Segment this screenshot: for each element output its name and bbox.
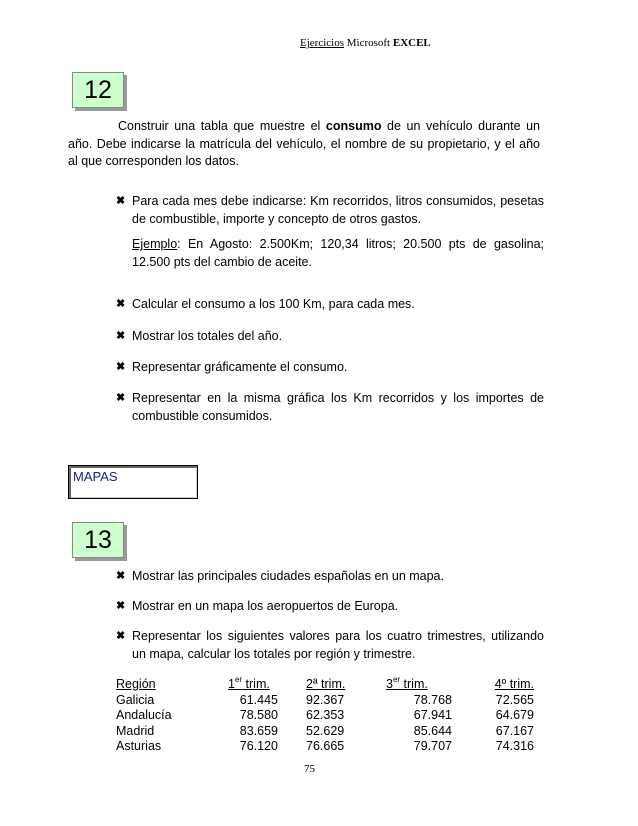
header-trim-1: 1er trim. <box>228 675 270 691</box>
cell-t1: 61.445 <box>239 692 278 707</box>
header-trim-2: 2ª trim. <box>306 677 346 691</box>
exercise-13-bullet-1 <box>116 568 544 586</box>
cell-t2: 76.665 <box>306 739 345 753</box>
bullet-text: Representar los siguientes valores para los cuatro trimestres, utilizando un mapa, calcular los totales por región y trimestre. <box>132 629 544 661</box>
cell-t3: 78.768 <box>413 692 452 707</box>
header-prefix: Ejercicios <box>300 37 344 49</box>
header-middle: Microsoft <box>343 37 393 49</box>
exercise-13-bullet-3 <box>116 628 544 663</box>
exercise-number-box-13 <box>72 522 124 558</box>
cell-region: Galicia <box>116 692 155 707</box>
exercise-number: 13 <box>84 526 112 554</box>
bullet-cross-icon: ✖ <box>116 600 126 612</box>
cell-region: Andalucía <box>116 708 172 722</box>
page-number: 75 <box>304 763 315 775</box>
region-table <box>116 672 534 755</box>
cell-t2: 92.367 <box>306 692 345 707</box>
header-trim-3: 3er trim. <box>386 675 428 691</box>
intro-text-b: de un vehículo durante un año. Debe indicarse la matrícula del vehículo, el nombre de su propietario, y el año al que corresponden los datos. <box>68 119 541 168</box>
bullet-cross-icon: ✖ <box>116 570 126 582</box>
cell-t1: 76.120 <box>239 739 278 753</box>
bullet-cross-icon: ✖ <box>116 298 126 310</box>
cell-t3: 67.941 <box>413 708 452 722</box>
bullet-text: Para cada mes debe indicarse: Km recorridos, litros consumidos, pesetas de combustible, importe y concepto de otros gastos. <box>132 194 544 226</box>
header-suffix: EXCEL <box>392 37 431 49</box>
exercise-12-bullet-5 <box>116 390 544 425</box>
cell-t4: 74.316 <box>495 739 534 753</box>
cell-t2: 62.353 <box>306 708 345 722</box>
cell-t4: 67.167 <box>495 723 534 738</box>
exercise-12-intro <box>68 118 540 171</box>
table-row <box>116 693 534 709</box>
bullet-text: Mostrar en un mapa los aeropuertos de Europa. <box>132 599 399 613</box>
example-text: : En Agosto: 2.500Km; 120,34 litros; 20.500 pts de gasolina; 12.500 pts del cambio de aceite. <box>132 237 544 269</box>
cell-t1: 83.659 <box>239 723 278 738</box>
exercise-12-bullet-3 <box>116 328 544 346</box>
bullet-cross-icon: ✖ <box>116 330 126 342</box>
bullet-text: Mostrar las principales ciudades españolas en un mapa. <box>132 569 444 583</box>
cell-region: Asturias <box>116 739 162 753</box>
exercise-12-bullet-4 <box>116 359 544 377</box>
bullet-text: Representar en la misma gráfica los Km recorridos y los importes de combustible consumidos. <box>132 391 544 423</box>
exercise-13-bullet-2 <box>116 598 544 616</box>
bullet-cross-icon: ✖ <box>116 630 126 642</box>
bullet-cross-icon: ✖ <box>116 392 126 404</box>
table-row <box>116 724 534 740</box>
header-region: Región <box>116 677 156 691</box>
cell-t3: 85.644 <box>413 723 452 738</box>
cell-region: Madrid <box>116 723 155 738</box>
table-header-row <box>116 672 534 693</box>
bullet-text: Representar gráficamente el consumo. <box>132 360 348 374</box>
cell-t2: 52.629 <box>306 723 345 738</box>
bullet-cross-icon: ✖ <box>116 361 126 373</box>
table-row <box>116 739 534 755</box>
cell-t3: 79.707 <box>413 739 452 753</box>
bullet-text: Calcular el consumo a los 100 Km, para cada mes. <box>132 297 415 311</box>
bullet-cross-icon: ✖ <box>116 195 126 207</box>
intro-text-a: Construir una tabla que muestre el <box>118 119 326 133</box>
cell-t4: 72.565 <box>495 692 534 707</box>
exercise-number-box-12 <box>72 72 124 108</box>
section-title-box <box>68 465 198 499</box>
exercise-12-example <box>132 236 544 271</box>
region-data-table <box>116 672 534 755</box>
table-row <box>116 708 534 724</box>
exercise-12-bullet-1 <box>116 193 544 228</box>
header-trim-4: 4º trim. <box>494 677 534 691</box>
exercise-number: 12 <box>84 76 112 104</box>
intro-bold: consumo <box>325 119 382 133</box>
cell-t4: 64.679 <box>495 708 534 722</box>
cell-t1: 78.580 <box>239 708 278 722</box>
section-title: MAPAS <box>73 469 118 484</box>
bullet-text: Mostrar los totales del año. <box>132 329 283 343</box>
example-label: Ejemplo <box>132 237 178 251</box>
exercise-12-bullet-2 <box>116 296 544 314</box>
page-header <box>300 37 431 49</box>
